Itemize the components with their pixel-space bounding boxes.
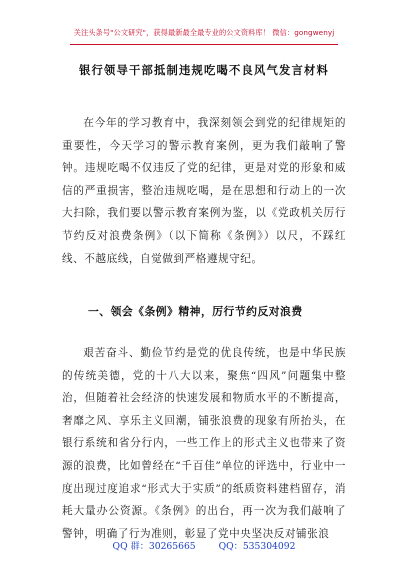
body-paragraph-1: 在今年的学习教育中，我深刻领会到党的纪律规矩的重要性，今天学习的警示教育案例，更为我们敲响了警钟。违规吃喝不仅违反了党的纪律，更是对党的形象和威信的严重损害，整治违规吃喝，是在思想和行动上的一次大扫除，我们要以警示教育案例为鉴，以《党政机关厉行节约反对浪费条例》（以下简称《条例》）以尺，不踩红线、不越底线，自觉做到严格遵规守纪。 [62,117,346,265]
footer-contact [0,538,408,552]
document-title: 银行领导干部抵制违规吃喝不良风气发言材料 [79,63,329,77]
header-banner: 关注头条号"公文研究"，获得最新最全最专业的公文资料库！ 微信：gongwenyj [73,28,335,37]
footer-qq-group: QQ 群：30265665 [112,541,196,552]
body-paragraph-2: 艰苦奋斗、勤俭节约是党的优良传统，也是中华民族的传统美德，党的十八大以来，聚焦“四风”问题集中整治，但随着社会经济的快速发展和物质水平的不断提高，奢靡之风、享乐主义回潮，铺张浪费的现象有所抬头，在银行系统和省分行内，一些工作上的形式主义也带来了资源的浪费，比如曾经在“千百佳”单位的评选中，行业中一度出现过度追求“形式大于实质”的纸质资料建档留存，消耗大量办公资源。《条例》的出台，再一次为我们敲响了警钟，明确了行为准则，彰显了党中央坚决反对铺张浪 [62,347,346,540]
section-heading-1: 一、领会《条例》精神，厉行节约反对浪费 [88,305,303,318]
header-divider [70,44,338,45]
footer-qq: QQ：535304092 [218,541,296,552]
